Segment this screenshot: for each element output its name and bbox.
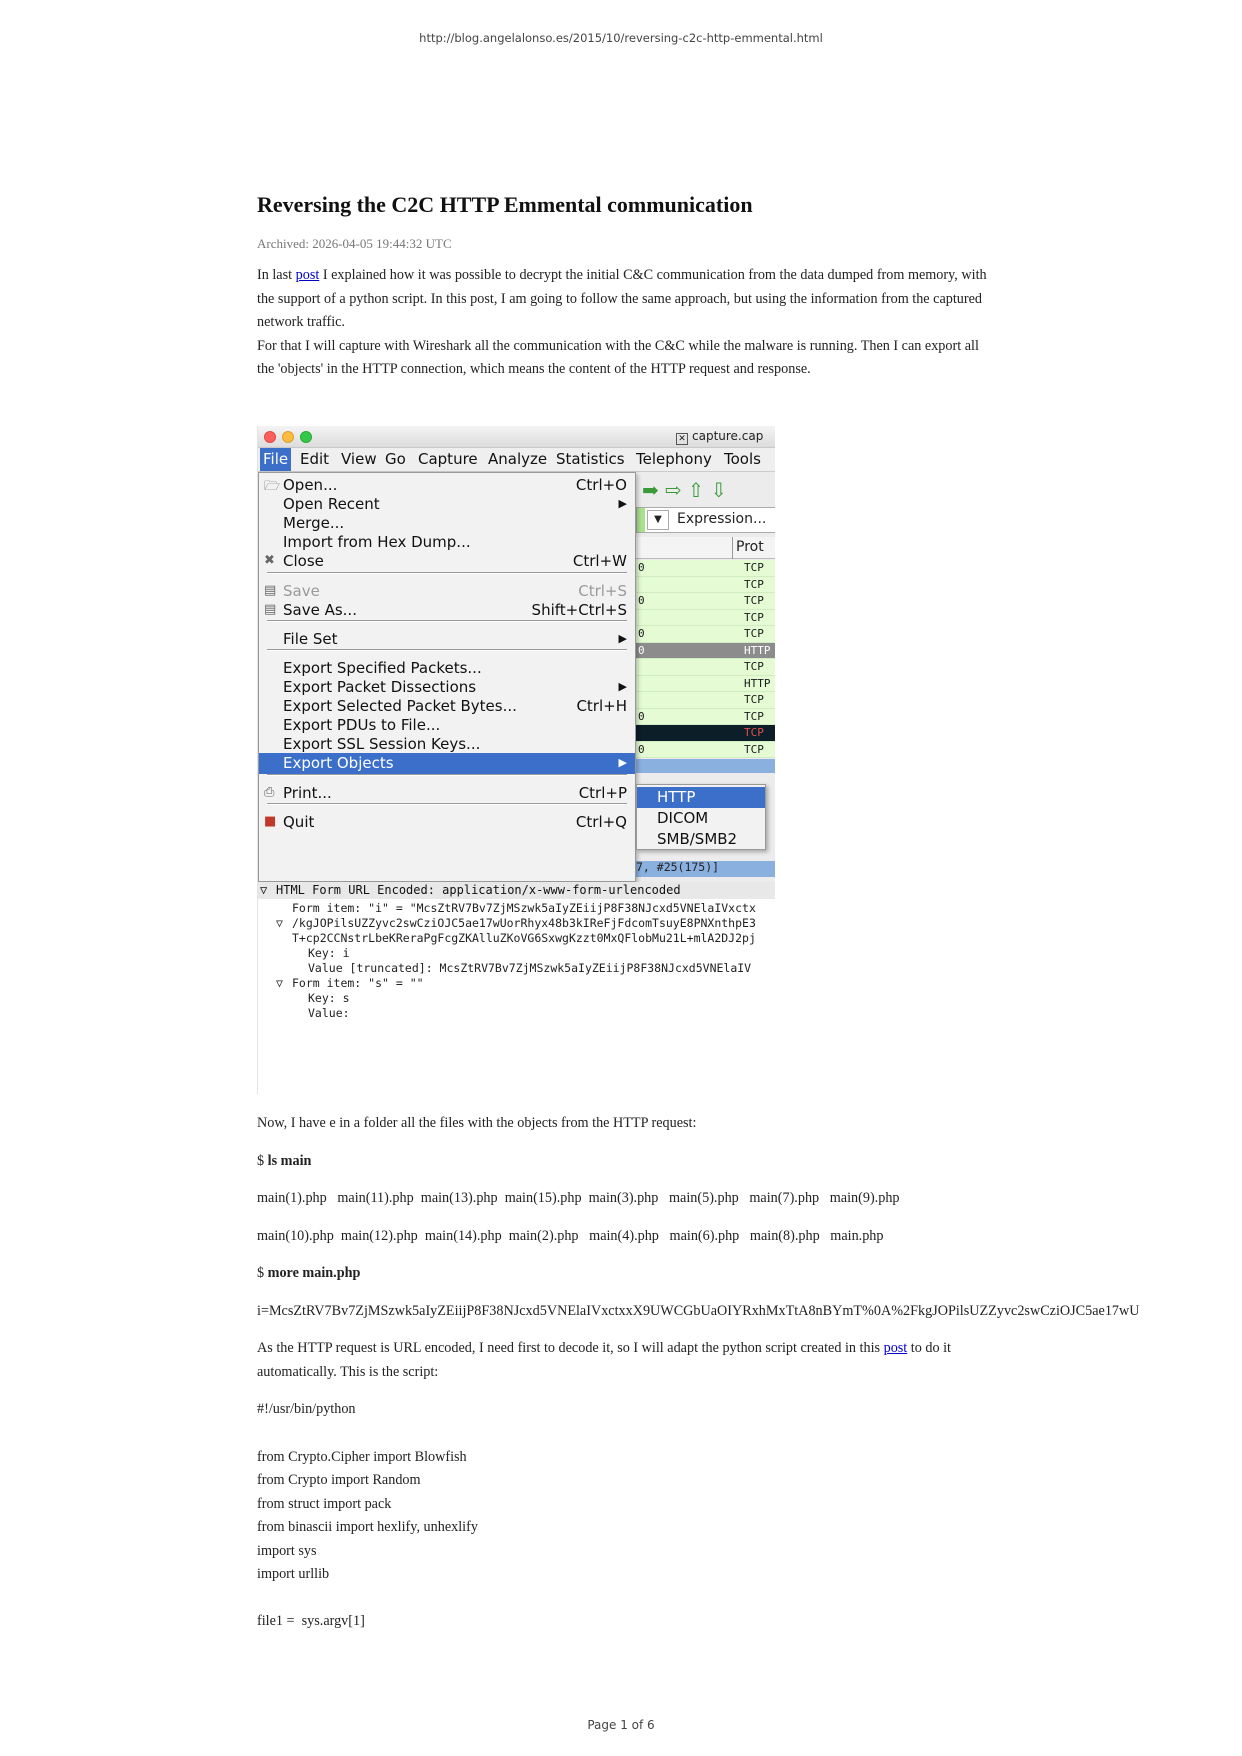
submenu-item-dicom: DICOM bbox=[657, 809, 709, 827]
file-menu-item-shortcut: Ctrl+W bbox=[572, 552, 627, 570]
packet-number: 0 bbox=[638, 594, 645, 607]
file-menu-item bbox=[259, 734, 635, 755]
menu-analyze: Analyze bbox=[488, 450, 548, 468]
menu-statistics: Statistics bbox=[556, 450, 625, 468]
code-imports bbox=[257, 1446, 987, 1587]
submenu-item-http: HTTP bbox=[637, 787, 765, 808]
detail-line: Key: i bbox=[308, 946, 350, 960]
menu-separator bbox=[267, 620, 627, 622]
menu-telephony: Telephony bbox=[636, 450, 712, 468]
packet-row bbox=[636, 742, 775, 759]
detail-line: Value: bbox=[308, 1006, 350, 1020]
detail-partial-text: 7, #25(175)] bbox=[636, 860, 720, 874]
code-line: import urllib bbox=[257, 1566, 330, 1582]
file-menu-item-label: Merge... bbox=[283, 514, 345, 532]
prompt-symbol: $ bbox=[257, 1152, 268, 1169]
packet-row bbox=[636, 577, 775, 594]
filter-input bbox=[637, 508, 645, 532]
quit-icon: ■ bbox=[264, 814, 277, 829]
expression-button: Expression... bbox=[677, 511, 767, 527]
file-menu-item bbox=[259, 812, 635, 833]
packet-protocol: HTTP bbox=[744, 676, 771, 690]
packet-number: 0 bbox=[638, 709, 645, 723]
intro-paragraph-2: For that I will capture with Wireshark all the communication with the C&C while the malware is running. Then I can export all the 'objects' in the HTTP connection, which means the content of the HTTP request and response. bbox=[257, 337, 979, 377]
window-titlebar bbox=[258, 426, 775, 448]
command-more bbox=[257, 1262, 987, 1286]
packet-row bbox=[636, 593, 775, 610]
file-menu-item-shortcut: Ctrl+O bbox=[575, 476, 627, 494]
close-icon: ✖ bbox=[264, 553, 275, 568]
detail-line: Value [truncated]: McsZtRV7Bv7ZjMSzwk5aIyZEiijP8F38NJcxd5VNElaIV bbox=[308, 961, 752, 975]
file-menu-item-label: Quit bbox=[283, 813, 315, 831]
code-line: from Crypto import Random bbox=[257, 1472, 421, 1488]
file-menu-item-label: Save bbox=[283, 582, 320, 600]
close-window-icon bbox=[264, 431, 276, 443]
chevron-down-icon: ▼ bbox=[647, 510, 669, 530]
packet-details bbox=[258, 882, 775, 1094]
file-menu-item-label: Close bbox=[283, 552, 324, 570]
form-encoded-header bbox=[258, 882, 775, 899]
file-menu bbox=[258, 472, 636, 882]
post-link[interactable]: post bbox=[295, 267, 320, 283]
packet-number: 0 bbox=[638, 742, 645, 756]
menu-separator bbox=[267, 803, 627, 805]
submenu-arrow-icon: ▶ bbox=[618, 680, 627, 693]
file-menu-item bbox=[259, 753, 635, 774]
packet-row bbox=[636, 709, 775, 726]
file-menu-item bbox=[259, 551, 635, 572]
filter-bar bbox=[636, 507, 775, 533]
selection-band bbox=[636, 861, 775, 877]
file-menu-item-label: Export Objects bbox=[283, 754, 394, 772]
packet-row bbox=[636, 676, 775, 693]
tree-expand-icon: ▽ bbox=[260, 883, 268, 897]
file-menu-item-shortcut: Ctrl+Q bbox=[575, 813, 627, 831]
save-icon: ▤ bbox=[264, 583, 277, 598]
file-list-line-2: main(10).php main(12).php main(14).php main(2).php main(4).php main(6).php main(8).php main.php bbox=[257, 1227, 884, 1244]
page-footer: Page 1 of 6 bbox=[587, 1718, 655, 1732]
file-menu-item-label: Export SSL Session Keys... bbox=[283, 735, 481, 753]
file-menu-item bbox=[259, 513, 635, 534]
packet-protocol: TCP bbox=[744, 610, 764, 624]
file-menu-item bbox=[259, 532, 635, 553]
menu-separator bbox=[267, 649, 627, 651]
packet-row bbox=[636, 659, 775, 676]
packet-protocol: TCP bbox=[744, 561, 764, 574]
packet-list bbox=[636, 560, 775, 758]
menu-file: File bbox=[260, 448, 291, 471]
packet-number: 0 bbox=[638, 643, 645, 657]
x11-icon: ✕ bbox=[676, 433, 688, 445]
code-shebang: #!/usr/bin/python bbox=[257, 1401, 356, 1417]
packet-protocol: TCP bbox=[744, 577, 764, 591]
file-menu-item bbox=[259, 475, 635, 496]
packet-row bbox=[636, 643, 775, 660]
folder-icon: 🗁 bbox=[264, 479, 281, 494]
file-menu-item-shortcut: Ctrl+H bbox=[576, 697, 627, 715]
file-menu-item-label: Export Selected Packet Bytes... bbox=[283, 697, 517, 715]
packet-number: 0 bbox=[638, 561, 645, 574]
file-menu-item-label: Export PDUs to File... bbox=[283, 716, 441, 734]
file-menu-item bbox=[259, 581, 635, 602]
submenu-arrow-icon: ▶ bbox=[618, 756, 627, 769]
detail-line: Form item: "i" = "McsZtRV7Bv7ZjMSzwk5aIyZEiijP8F38NJcxd5VNElaIVxctx bbox=[292, 901, 756, 915]
window-title bbox=[676, 429, 763, 445]
file-menu-item bbox=[259, 494, 635, 515]
page-url: http://blog.angelalonso.es/2015/10/reversing-c2c-http-emmental.html bbox=[419, 31, 823, 45]
command-ls-text: ls main bbox=[267, 1152, 312, 1169]
form-encoded-label: HTML Form URL Encoded: application/x-www-form-urlencoded bbox=[276, 883, 681, 897]
code-line: from Crypto.Cipher import Blowfish bbox=[257, 1448, 467, 1465]
file-menu-item bbox=[259, 715, 635, 736]
intro-text-after: I explained how it was possible to decrypt the initial C&C communication from the data dumped from memory, with the support of a python script. In this post, I am going to follow the same approach, but using the information from the captured network traffic. bbox=[257, 267, 987, 330]
menu-edit: Edit bbox=[300, 450, 330, 468]
file-menu-item bbox=[259, 629, 635, 650]
command-ls bbox=[257, 1150, 987, 1174]
packet-row bbox=[636, 560, 775, 577]
code-line: import sys bbox=[257, 1542, 317, 1559]
packet-row bbox=[636, 725, 775, 742]
encoded-request-line: i=McsZtRV7Bv7ZjMSzwk5aIyZEiijP8F38NJcxd5VNElaIVxctxxX9UWCGbUaOIYRxhMxTtA8nBYmT%0A%2FkgJOPilsUZZyvc2swCziOJC5ae17wU bbox=[257, 1302, 1140, 1319]
file-menu-item-shortcut: Shift+Ctrl+S bbox=[531, 601, 627, 619]
zoom-window-icon bbox=[300, 431, 312, 443]
column-separator bbox=[732, 537, 733, 559]
file-menu-item bbox=[259, 600, 635, 621]
packet-protocol: TCP bbox=[744, 627, 764, 640]
intro-text-before: In last bbox=[257, 267, 296, 283]
code-file-line: file1 = sys.argv[1] bbox=[257, 1612, 365, 1629]
tree-expand-icon: ▽ bbox=[276, 916, 283, 930]
packet-number: 0 bbox=[638, 627, 645, 640]
file-menu-item-label: Export Specified Packets... bbox=[283, 659, 482, 677]
menubar bbox=[258, 448, 775, 472]
packet-row bbox=[636, 692, 775, 709]
packet-protocol: TCP bbox=[744, 693, 764, 706]
submenu-item-smb: SMB/SMB2 bbox=[657, 830, 738, 848]
file-menu-item-label: Import from Hex Dump... bbox=[283, 533, 471, 551]
article bbox=[257, 190, 1242, 382]
packet-row bbox=[636, 626, 775, 643]
as-text-before: As the HTTP request is URL encoded, I need first to decode it, so I will adapt the python script created in this bbox=[257, 1340, 884, 1356]
printer-icon: ⎙ bbox=[264, 785, 275, 800]
menu-separator bbox=[267, 572, 627, 574]
now-paragraph: Now, I have e in a folder all the files with the objects from the HTTP request: bbox=[257, 1115, 697, 1131]
submenu-arrow-icon: ▶ bbox=[618, 632, 627, 645]
article-title: Reversing the C2C HTTP Emmental communication bbox=[257, 192, 753, 217]
submenu-arrow-icon: ▶ bbox=[618, 497, 627, 510]
detail-line: /kgJOPilsUZZyvc2swCziOJC5ae17wUorRhyx48b3kIReFjFdcomTsuyE8PNXnthpE3 bbox=[292, 916, 756, 930]
wireshark-screenshot bbox=[257, 426, 775, 1094]
file-menu-item-shortcut: Ctrl+S bbox=[578, 582, 627, 600]
file-menu-item bbox=[259, 783, 635, 804]
packet-protocol: TCP bbox=[744, 594, 764, 607]
menu-capture: Capture bbox=[418, 450, 478, 468]
code-line: from binascii import hexlify, unhexlify bbox=[257, 1519, 478, 1535]
article-body bbox=[257, 1112, 1242, 1633]
file-menu-item-label: Print... bbox=[283, 784, 332, 802]
detail-line: T+cp2CCNstrLbeKReraPgFcgZKAlluZKoVG6SxwgKzzt0MxQFlobMu21L+mlA2DJ2pj bbox=[292, 931, 756, 945]
packet-protocol: TCP bbox=[744, 709, 764, 723]
export-objects-submenu bbox=[636, 784, 766, 850]
script-post-link[interactable]: post bbox=[883, 1340, 908, 1356]
file-list-line-1: main(1).php main(11).php main(13).php main(15).php main(3).php main(5).php main(7).php main(9).php bbox=[257, 1190, 900, 1206]
packet-row bbox=[636, 610, 775, 627]
menu-separator bbox=[267, 774, 627, 776]
packet-protocol: HTTP bbox=[744, 643, 771, 657]
command-more-text: more main.php bbox=[267, 1265, 361, 1281]
code-line: from struct import pack bbox=[257, 1495, 392, 1512]
menu-tools: Tools bbox=[724, 450, 761, 468]
file-menu-item-shortcut: Ctrl+P bbox=[578, 784, 627, 802]
file-menu-item-label: Open... bbox=[283, 476, 338, 494]
save-as-icon: ▤ bbox=[264, 602, 277, 617]
packet-list-header bbox=[636, 537, 775, 559]
file-menu-item-label: Open Recent bbox=[283, 495, 380, 513]
file-menu-item-label: Save As... bbox=[283, 601, 357, 619]
minimize-window-icon bbox=[282, 431, 294, 443]
menu-go: Go bbox=[385, 450, 406, 468]
intro-paragraph-1 bbox=[257, 264, 987, 335]
archived-date: Archived: 2026-04-05 19:44:32 UTC bbox=[257, 236, 452, 251]
tree-expand-icon: ▽ bbox=[276, 976, 283, 990]
as-paragraph bbox=[257, 1337, 987, 1384]
detail-line: Key: s bbox=[308, 991, 350, 1005]
file-menu-item bbox=[259, 658, 635, 679]
prompt-symbol: $ bbox=[257, 1265, 268, 1281]
detail-line: Form item: "s" = "" bbox=[292, 976, 424, 990]
file-menu-item bbox=[259, 677, 635, 698]
menu-view: View bbox=[341, 450, 377, 468]
file-menu-item-label: Export Packet Dissections bbox=[283, 678, 477, 696]
packet-protocol: TCP bbox=[744, 726, 764, 739]
file-menu-item-label: File Set bbox=[283, 630, 338, 648]
window-title-text: capture.cap bbox=[692, 429, 764, 443]
as-text-after: to do it automatically. This is the script: bbox=[257, 1340, 951, 1380]
file-menu-item bbox=[259, 696, 635, 717]
packet-bytes-band bbox=[636, 759, 775, 773]
toolbar-arrow-icons: ➡⇨⇧⇩ bbox=[642, 480, 734, 502]
packet-protocol: TCP bbox=[744, 660, 764, 673]
protocol-column-header: Prot bbox=[736, 539, 764, 555]
packet-protocol: TCP bbox=[744, 742, 764, 756]
